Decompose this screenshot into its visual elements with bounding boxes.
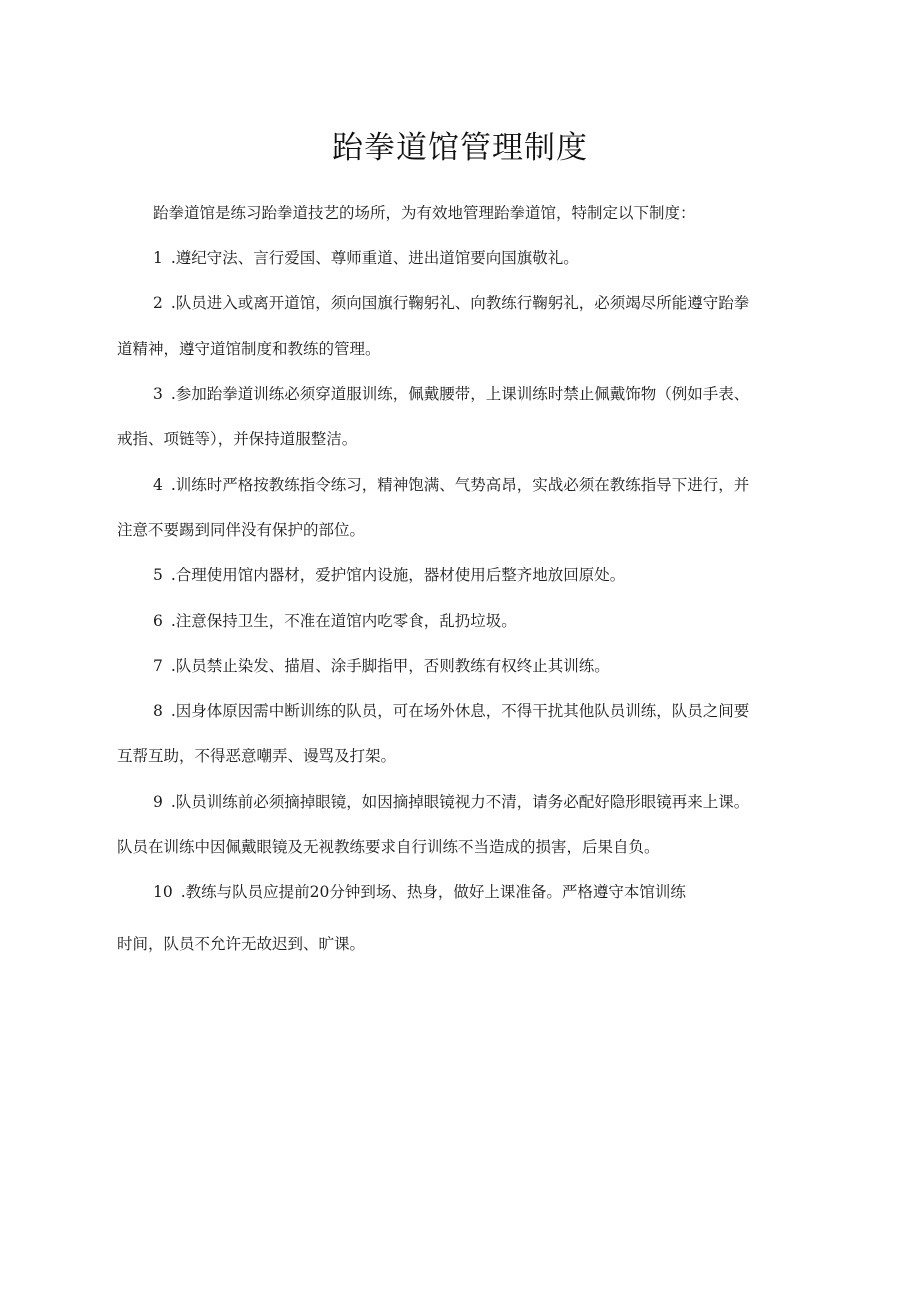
rule-7-line-1: 7 .队员禁止染发、描眉、涂手脚指甲，否则教练有权终止其训练。 [153, 657, 610, 675]
rule-6-number: 6 [153, 612, 163, 630]
rule-2-line-1: 2 .队员进入或离开道馆，须向国旗行鞠躬礼、向教练行鞠躬礼，必须竭尽所能遵守跆拳 [153, 294, 750, 312]
rule-8-number: 8 [153, 702, 163, 720]
rule-9-number: 9 [153, 793, 163, 811]
rule-9-line-1: 9 .队员训练前必须摘掉眼镜，如因摘掉眼镜视力不清，请务必配好隐形眼镜再来上课。 [153, 793, 750, 811]
rule-6-line-1: 6 .注意保持卫生，不准在道馆内吃零食，乱扔垃圾。 [153, 612, 517, 630]
rule-3-number: 3 [153, 385, 163, 403]
rule-8-line-2: 互帮互助，不得恶意嘲弄、谩骂及打架。 [117, 747, 397, 765]
rule-2-number: 2 [153, 294, 163, 312]
rule-3-line-1: 3 .参加跆拳道训练必须穿道服训练，佩戴腰带，上课训练时禁止佩戴饰物（例如手表、 [153, 385, 750, 403]
rule-8-line-1: 8 .因身体原因需中断训练的队员，可在场外休息，不得干扰其他队员训练，队员之间要 [153, 702, 750, 720]
rule-4-line-2: 注意不要踢到同伴没有保护的部位。 [117, 521, 366, 539]
rule-9-line-2: 队员在训练中因佩戴眼镜及无视教练要求自行训练不当造成的损害，后果自负。 [117, 838, 660, 856]
rule-7-number: 7 [153, 657, 163, 675]
rule-10-line-1: 10 .教练与队员应提前20分钟到场、热身，做好上课准备。严格遵守本馆训练 [153, 883, 686, 901]
rule-5-number: 5 [153, 566, 163, 584]
rule-1-number: 1 [153, 249, 163, 267]
rule-2-line-2: 道精神，遵守道馆制度和教练的管理。 [117, 340, 381, 358]
rule-4-number: 4 [153, 476, 163, 494]
rule-1-line-1: 1 .遵纪守法、言行爱国、尊师重道、进出道馆要向国旗敬礼。 [153, 249, 579, 267]
intro-paragraph: 跆拳道馆是练习跆拳道技艺的场所，为有效地管理跆拳道馆，特制定以下制度： [153, 204, 696, 222]
rule-10-line-2: 时间，队员不允许无故迟到、旷课。 [117, 935, 366, 953]
rule-3-line-2: 戒指、项链等），并保持道服整洁。 [117, 430, 358, 448]
rule-5-line-1: 5 .合理使用馆内器材，爱护馆内设施，器材使用后整齐地放回原处。 [153, 566, 626, 584]
rule-10-number: 10 [153, 883, 173, 901]
page-title: 跆拳道馆管理制度 [332, 130, 588, 166]
rule-4-line-1: 4 .训练时严格按教练指令练习，精神饱满、气势高昂，实战必须在教练指导下进行，并 [153, 476, 750, 494]
